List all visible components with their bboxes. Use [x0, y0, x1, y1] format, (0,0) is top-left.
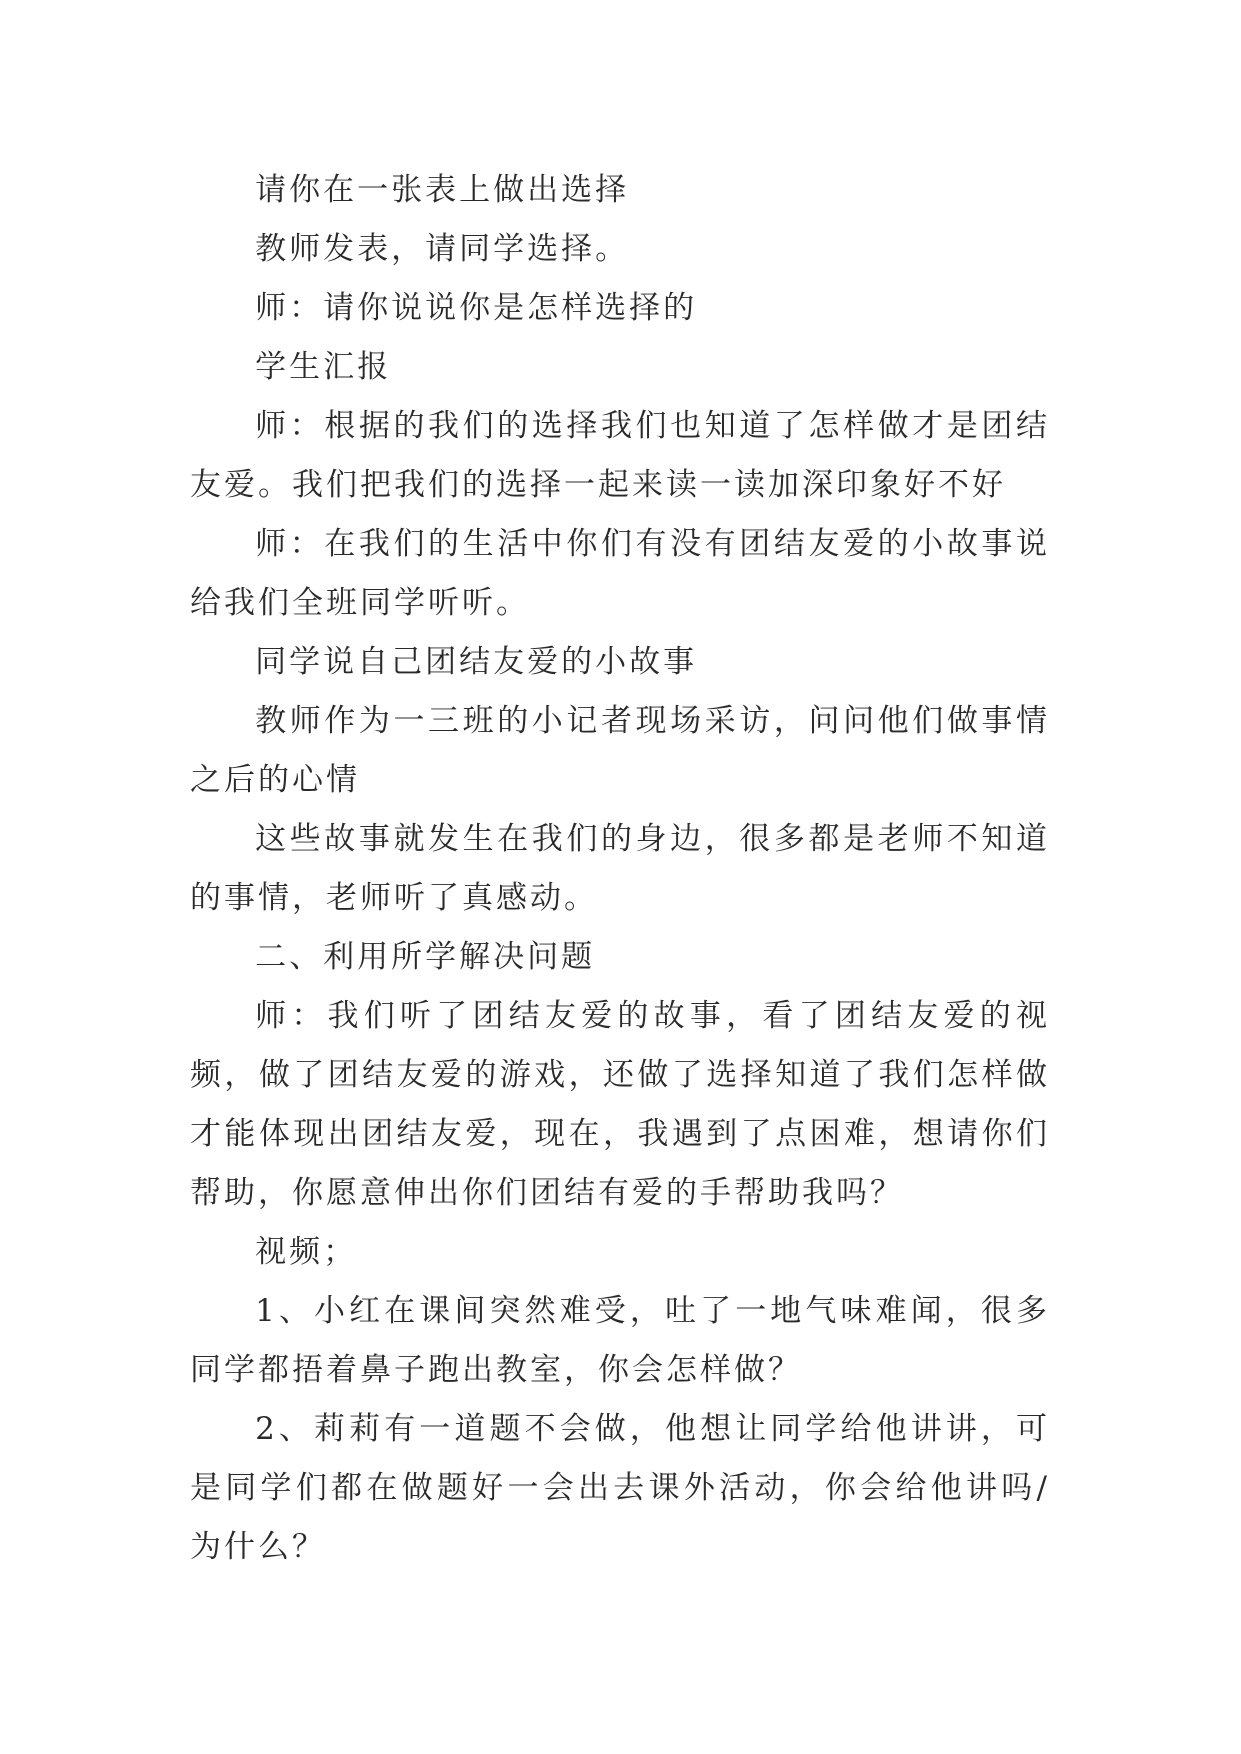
list-item: 2、莉莉有一道题不会做，他想让同学给他讲讲，可是同学们都在做题好一会出去课外活动，你会给他讲吗/为什么？	[190, 1411, 1050, 1565]
paragraph: 这些故事就发生在我们的身边，很多都是老师不知道的事情，老师听了真感动。	[190, 821, 1050, 916]
paragraph: 学生汇报	[255, 349, 392, 385]
paragraph: 视频；	[255, 1234, 358, 1270]
paragraph: 师：请你说说你是怎样选择的	[255, 290, 698, 326]
paragraph: 师：我们听了团结友爱的故事，看了团结友爱的视频，做了团结友爱的游戏，还做了选择知道了我们怎样做才能体现出团结友爱，现在，我遇到了点困难，想请你们帮助，你愿意伸出你们团结有爱的手帮助我吗？	[190, 998, 1050, 1211]
paragraph: 教师作为一三班的小记者现场采访，问问他们做事情之后的心情	[190, 703, 1050, 798]
paragraph: 请你在一张表上做出选择	[255, 172, 630, 208]
section-heading: 二、利用所学解决问题	[255, 939, 596, 975]
paragraph: 师：在我们的生活中你们有没有团结友爱的小故事说给我们全班同学听听。	[190, 526, 1050, 621]
paragraph: 教师发表，请同学选择。	[255, 231, 630, 267]
paragraph: 师：根据的我们的选择我们也知道了怎样做才是团结友爱。我们把我们的选择一起来读一读加深印象好不好	[190, 408, 1050, 503]
list-item: 1、小红在课间突然难受，吐了一地气味难闻，很多同学都捂着鼻子跑出教室，你会怎样做？	[190, 1293, 1050, 1388]
paragraph: 同学说自己团结友爱的小故事	[255, 644, 698, 680]
document-body	[190, 161, 1050, 1577]
